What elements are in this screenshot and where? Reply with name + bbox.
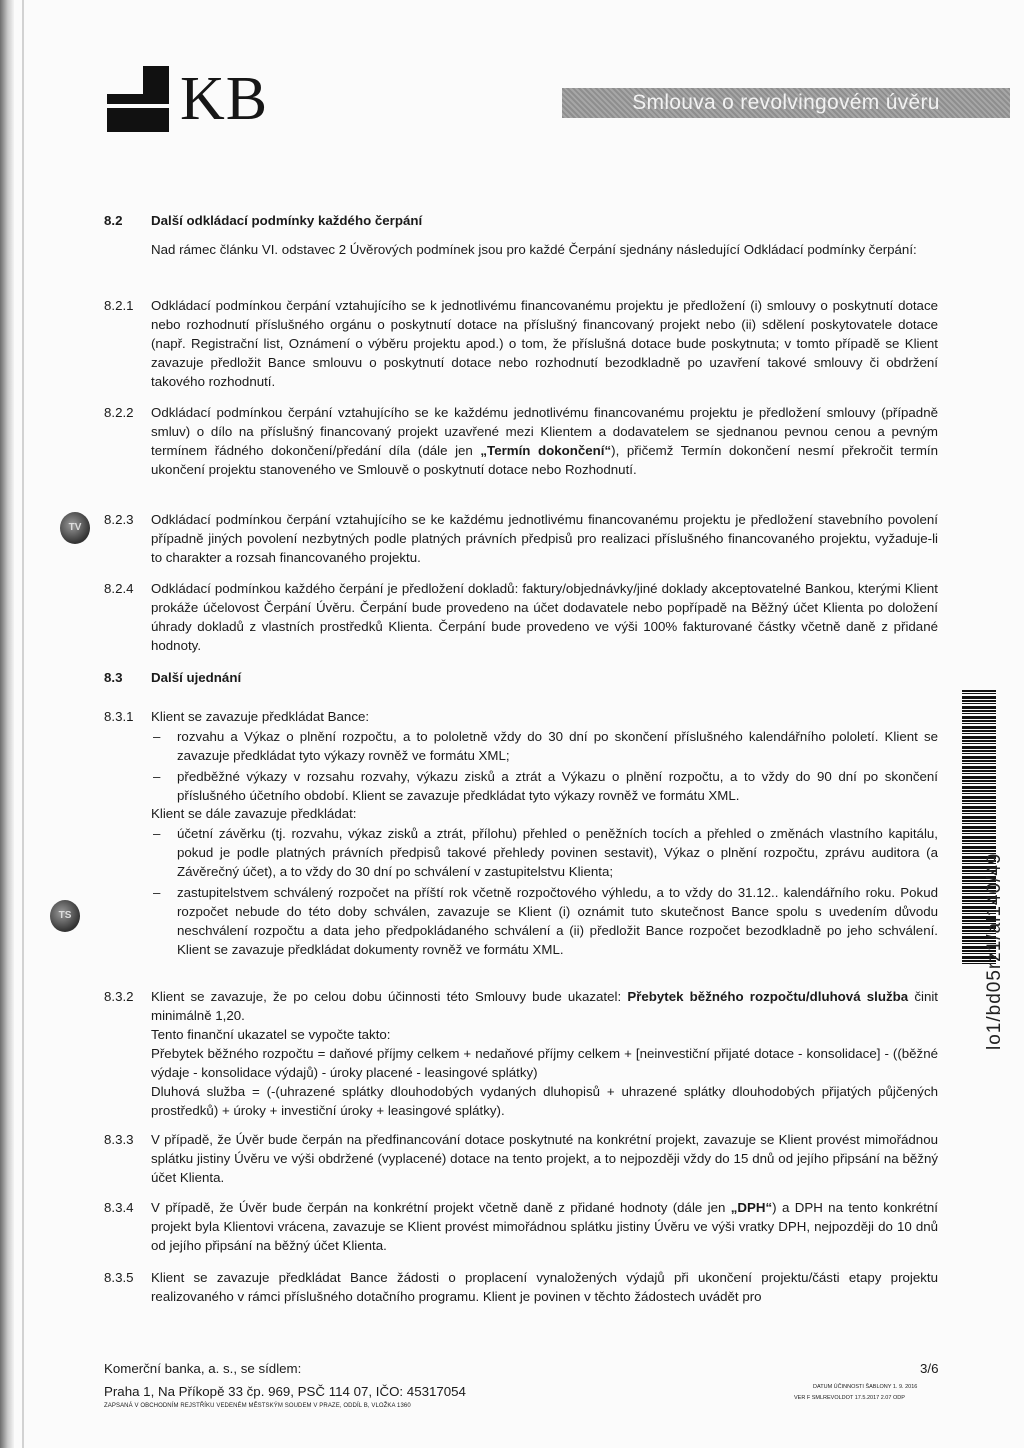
scan-edge-shadow <box>0 0 14 1448</box>
indicator-name: Přebytek běžného rozpočtu/dluhová služba <box>627 989 909 1004</box>
defined-term: „DPH“ <box>730 1200 773 1215</box>
section-number-8-2-2: 8.2.2 <box>104 405 134 420</box>
section-text-8-2-1: Odkládací podmínkou čerpání vztahujícího se k jednotlivému financovanému projektu je předložení (i) smlouvy o poskytnutí dotace nebo rozhodnutí příslušného orgánu o poskytnutí dotace na příslušný financovaný projekt nebo (ii) sdělení poskytovatele dotace (např. Registrační list, Oznámení o výběru projektu apod.) o tom, že příslušná dotace bude poskytnuta; v tomto případě se Klient zavazuje předložit Bance smlouvu o poskytnutí dotace nebo rozhodnutí bezodkladně po uzavření takové smlouvy či obdržení takového rozhodnutí. <box>151 298 938 389</box>
section-number-8-3-2: 8.3.2 <box>104 989 134 1004</box>
obligation-list-2 <box>151 824 938 961</box>
section-heading-8-3: Další ujednání <box>151 670 242 685</box>
template-version: VER F SMLREVOLDOT 17.5.2017 2.07 ODP <box>794 1395 905 1401</box>
footer-address: Praha 1, Na Příkopě 33 čp. 969, PSČ 114 07, IČO: 45317054 <box>104 1384 466 1399</box>
text-part: Klient se zavazuje, že po celou dobu účinnosti této Smlouvy bude ukazatel: <box>151 989 628 1004</box>
document-code: lo1/bd05rz1/al140/49 <box>984 852 1005 1050</box>
section-number-8-2-4: 8.2.4 <box>104 581 134 596</box>
section-number-8-3-4: 8.3.4 <box>104 1200 134 1215</box>
section-number-8-2-3: 8.2.3 <box>104 512 134 527</box>
section-number-8-2-1: 8.2.1 <box>104 298 134 313</box>
footer-registry: ZAPSANÁ V OBCHODNÍM REJSTŘÍKU VEDENÉM MĚSTSKÝM SOUDEM V PRAZE, ODDÍL B, VLOŽKA 1360 <box>104 1403 411 1409</box>
section-number-8-3-5: 8.3.5 <box>104 1270 134 1285</box>
formula-intro: Tento finanční ukazatel se vypočte takto: <box>151 1027 391 1042</box>
list-item: – předběžné výkazy v rozsahu rozvahy, výkazu zisků a ztrát a Výkazu o plnění rozpočtu, a to vždy do 90 dní po skončení příslušného účetního období. Klient se zavazuje předkládat tyto výkazy rovněž ve formátu XML. <box>151 767 938 805</box>
section-text-8-2: Nad rámec článku VI. odstavec 2 Úvěrových podmínek jsou pro každé Čerpání sjednány následující Odkládací podmínky čerpání: <box>151 242 917 257</box>
obligation-list-1 <box>151 727 938 807</box>
scan-edge-line <box>22 0 24 1448</box>
formula-debt-service: Dluhová služba = (-(uhrazené splátky dlouhodobých vydaných dluhopisů + uhrazené splátky dlouhodobých přijatých půjčených prostředků) + úroky + investiční úroky + leasingové splátky). <box>151 1084 938 1118</box>
text-part: V případě, že Úvěr bude čerpán na konkrétní projekt včetně daně z přidané hodnoty (dále jen <box>151 1200 731 1215</box>
template-effective-date: DATUM ÚČINNOSTI ŠABLONY 1. 9. 2016 <box>813 1384 918 1390</box>
kb-logo-icon <box>107 66 169 132</box>
formula-surplus: Přebytek běžného rozpočtu = daňové příjmy celkem + nedaňové příjmy celkem + [neinvestiční přijaté dotace - konsolidace] - ((běžné výdaje - konsolidace výdajů) - úroky placené - leasingové splátky) <box>151 1046 938 1080</box>
section-intro-8-3-1: Klient se zavazuje předkládat Bance: <box>151 709 370 724</box>
section-text-8-3-3: V případě, že Úvěr bude čerpán na předfinancování dotace poskytnuté na konkrétní projekt, zavazuje se Klient provést mimořádnou splátku jistiny Úvěru ve výši obdržené (vyplacené) dotace na tento projekt, a to nejpozději vždy do 15 dnů od jejího připsání na běžný účet Klienta. <box>151 1132 938 1185</box>
section-text-8-3-2 <box>151 987 938 1025</box>
list-item: – účetní závěrku (tj. rozvahu, výkaz zisků a ztrát, přílohu) přehled o peněžních tocích a přehled o změnách vlastního kapitálu, pokud je podle platných právních předpisů takové přehledy povinen sestavit), Výkaz o plnění rozpočtu, zprávu auditora (a Závěrečný účet), a to vždy do 30 dní po schválení v zastupitelstvu Klienta; <box>151 824 938 881</box>
section-number-8-3: 8.3 <box>104 670 123 685</box>
section-intro2-8-3-1: Klient se dále zavazuje předkládat: <box>151 806 357 821</box>
initials-seal-icon <box>60 512 90 544</box>
page-number: 3/6 <box>920 1361 939 1376</box>
text-part: Odkládací podmínkou čerpání vztahujícího se ke každému jednotlivému financovanému projektu je předložení smlouvy (případně smluv) o dílo na příslušný financovaný projekt uzavřené mezi Klientem a dodavatelem se sjednanou pevnou cenou a pevným termínem řádného dokončení/předání díla (dále jen <box>151 405 938 458</box>
seal-initials: TV <box>68 522 82 533</box>
text-part: činit minimálně 1,20. <box>151 989 939 1023</box>
section-number-8-3-3: 8.3.3 <box>104 1132 134 1147</box>
text-part: ), přičemž Termín dokončení nesmí překročit termín ukončení projektu stanoveného ve Smlouvě o poskytnutí dotace nebo Rozhodnutí. <box>151 443 938 477</box>
defined-term: „Termín dokončení“ <box>480 443 612 458</box>
document-title: Smlouva o revolvingovém úvěru <box>632 91 940 114</box>
section-number-8-3-1: 8.3.1 <box>104 709 134 724</box>
kb-logo-text: KB <box>180 65 269 133</box>
section-text-8-3-5: Klient se zavazuje předkládat Bance žádosti o proplacení vynaložených výdajů při ukončení projektu/části etapy projektu realizovaného v rámci příslušného dotačního programu. Klient je povinen v těchto žádostech uvádět pro <box>151 1270 938 1304</box>
section-text-8-2-3: Odkládací podmínkou čerpání vztahujícího se ke každému jednotlivému financovanému projektu je předložení stavebního povolení případně jiných povolení nezbytných podle platných právních předpisů pro realizaci příslušného financovaného projektu, vyžaduje-li to charakter a rozsah financovaného projektu. <box>151 512 938 565</box>
text-part: ) a DPH na tento konkrétní projekt byla Klientovi vrácena, zavazuje se Klient provést mimořádnou splátku jistiny Úvěru ve výši vratky DPH, nejpozději do 10 dnů od jejího připsání na běžný účet Klienta. <box>151 1200 938 1253</box>
footer-company: Komerční banka, a. s., se sídlem: <box>104 1361 302 1376</box>
seal-initials: TS <box>58 910 72 921</box>
section-text-8-2-2 <box>151 403 938 479</box>
section-heading-8-2: Další odkládací podmínky každého čerpání <box>151 213 423 228</box>
section-text-8-2-4: Odkládací podmínkou každého čerpání je předložení dokladů: faktury/objednávky/jiné doklady akceptovatelné Bankou, kterými Klient prokáže účelovost Čerpání Úvěru. Čerpání bude provedeno na účet dodavatele nebo popřípadě na Běžný účet Klienta po doložení úhrady dokladů z vlastních prostředků Klienta. Čerpání bude provedeno ve výši 100% fakturované částky včetně daně z přidané hodnoty. <box>151 581 938 653</box>
initials-seal-icon <box>50 900 80 932</box>
list-item: – zastupitelstvem schválený rozpočet na příští rok včetně rozpočtového výhledu, a to vždy do 31.12.. kalendářního roku. Pokud rozpočet nebude do této doby schválen, zavazuje se Klient (i) oznámit tuto skutečnost Bance spolu s uvedením důvodu neschválení rozpočtu a data jeho předpokládaného schválení a (ii) předložit Bance rozpočet bezodkladně po jeho schválení. Klient se zavazuje předkládat dokumenty rovněž ve formátu XML. <box>151 883 938 959</box>
list-item: – rozvahu a Výkaz o plnění rozpočtu, a to pololetně vždy do 30 dní po skončení příslušného kalendářního pololetí. Klient se zavazuje předkládat tyto výkazy rovněž ve formátu XML; <box>151 727 938 765</box>
section-text-8-3-4 <box>151 1198 938 1255</box>
section-number-8-2: 8.2 <box>104 213 123 228</box>
